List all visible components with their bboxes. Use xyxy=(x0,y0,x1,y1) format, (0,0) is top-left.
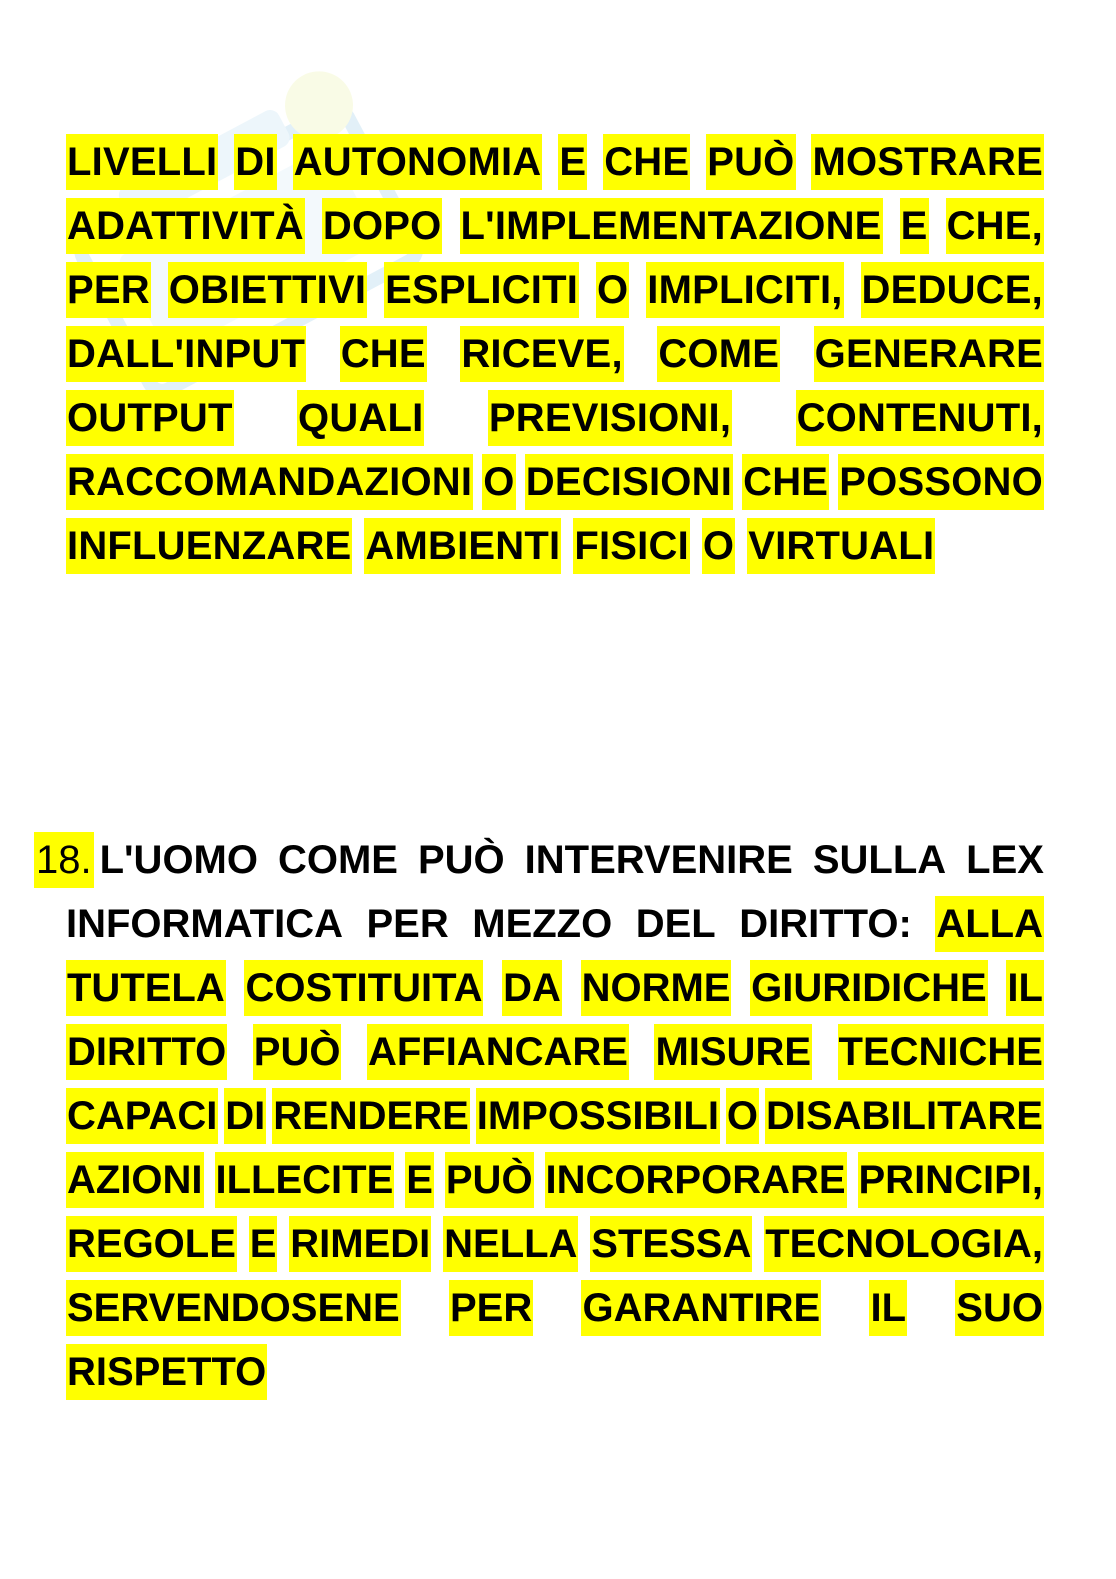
word: IMPLICITI, xyxy=(646,262,843,318)
word: AMBIENTI xyxy=(364,518,561,574)
answer-line xyxy=(66,1212,1044,1276)
paragraph-line xyxy=(66,194,1044,258)
word: VIRTUALI xyxy=(747,518,935,574)
word: INFLUENZARE xyxy=(66,518,352,574)
word: RISPETTO xyxy=(66,1344,267,1400)
word: LEX xyxy=(966,838,1044,882)
word: CHE xyxy=(340,326,427,382)
paragraph-line xyxy=(66,450,1044,514)
word: E xyxy=(558,134,587,190)
word: DALL'INPUT xyxy=(66,326,306,382)
paragraph-line xyxy=(66,258,1044,322)
word: AUTONOMIA xyxy=(293,134,543,190)
word: PUÒ xyxy=(253,1024,342,1080)
word: OBIETTIVI xyxy=(168,262,367,318)
paragraph-line xyxy=(66,130,1044,194)
word: RENDERE xyxy=(272,1088,470,1144)
word: GARANTIRE xyxy=(581,1280,821,1336)
word: PER xyxy=(449,1280,533,1336)
answer-line xyxy=(66,1084,1044,1148)
word: ADATTIVITÀ xyxy=(66,198,305,254)
word: E xyxy=(405,1152,434,1208)
paragraph-line xyxy=(66,322,1044,386)
word: SULLA xyxy=(812,838,947,882)
word: PRINCIPI, xyxy=(858,1152,1044,1208)
word: DOPO xyxy=(322,198,443,254)
word: DISABILITARE xyxy=(765,1088,1044,1144)
word: LIVELLI xyxy=(66,134,218,190)
question-line-1 xyxy=(34,828,1044,892)
word: SUO xyxy=(955,1280,1044,1336)
word: O xyxy=(726,1088,759,1144)
paragraph-line xyxy=(66,514,1044,578)
word: GENERARE xyxy=(814,326,1044,382)
question-number: 18. xyxy=(34,832,94,888)
word: O xyxy=(596,262,629,318)
word: TUTELA xyxy=(66,960,226,1016)
word: ESPLICITI xyxy=(384,262,579,318)
word: POSSONO xyxy=(838,454,1044,510)
word: DIRITTO: xyxy=(739,902,912,946)
word: L'IMPLEMENTAZIONE xyxy=(460,198,883,254)
word: DI xyxy=(224,1088,266,1144)
word: AZIONI xyxy=(66,1152,204,1208)
word: ILLECITE xyxy=(215,1152,395,1208)
word: MEZZO xyxy=(472,902,613,946)
word: PER xyxy=(66,262,151,318)
question-18 xyxy=(34,828,1044,1404)
word: DECISIONI xyxy=(525,454,733,510)
word: AFFIANCARE xyxy=(367,1024,629,1080)
word: CHE xyxy=(742,454,829,510)
word: O xyxy=(702,518,735,574)
word: PER xyxy=(366,902,449,946)
word: DI xyxy=(234,134,276,190)
word: IL xyxy=(1006,960,1044,1016)
word: STESSA xyxy=(590,1216,752,1272)
word: SERVENDOSENE xyxy=(66,1280,401,1336)
word: NORME xyxy=(581,960,732,1016)
word: RICEVE, xyxy=(460,326,623,382)
word: TECNOLOGIA, xyxy=(764,1216,1044,1272)
word: CAPACI xyxy=(66,1088,218,1144)
text-block-1 xyxy=(66,130,1044,578)
question-line-2 xyxy=(66,892,1044,956)
word: NELLA xyxy=(443,1216,578,1272)
word: INTERVENIRE xyxy=(524,838,793,882)
answer-line xyxy=(66,1340,1044,1404)
word: GIURIDICHE xyxy=(750,960,988,1016)
word: IMPOSSIBILI xyxy=(476,1088,720,1144)
word: DIRITTO xyxy=(66,1024,227,1080)
word: COSTITUITA xyxy=(244,960,483,1016)
word: COME xyxy=(657,326,780,382)
word: PUÒ xyxy=(417,838,505,882)
word: TECNICHE xyxy=(838,1024,1044,1080)
word: COME xyxy=(277,838,398,882)
word: O xyxy=(482,454,515,510)
word: E xyxy=(900,198,929,254)
word: CONTENUTI, xyxy=(796,390,1044,446)
word: INFORMATICA xyxy=(66,902,343,946)
answer-line xyxy=(66,1020,1044,1084)
word: DA xyxy=(502,960,562,1016)
word: OUTPUT xyxy=(66,390,234,446)
word: L'UOMO xyxy=(99,838,258,882)
word: CHE, xyxy=(946,198,1044,254)
word: REGOLE xyxy=(66,1216,237,1272)
word: PUÒ xyxy=(445,1152,534,1208)
word: QUALI xyxy=(297,390,424,446)
word: FISICI xyxy=(573,518,690,574)
word: MISURE xyxy=(654,1024,812,1080)
answer-line xyxy=(66,1276,1044,1340)
word: MOSTRARE xyxy=(811,134,1044,190)
word: RIMEDI xyxy=(289,1216,431,1272)
word: PREVISIONI, xyxy=(488,390,732,446)
word: PUÒ xyxy=(706,134,795,190)
word: DEDUCE, xyxy=(861,262,1044,318)
word: CHE xyxy=(603,134,690,190)
word: DEL xyxy=(635,902,716,946)
answer-start-word: ALLA xyxy=(935,896,1044,952)
answer-line xyxy=(66,1148,1044,1212)
word: INCORPORARE xyxy=(545,1152,847,1208)
word: RACCOMANDAZIONI xyxy=(66,454,473,510)
word: IL xyxy=(869,1280,907,1336)
word: E xyxy=(249,1216,278,1272)
answer-line xyxy=(66,956,1044,1020)
paragraph-line xyxy=(66,386,1044,450)
